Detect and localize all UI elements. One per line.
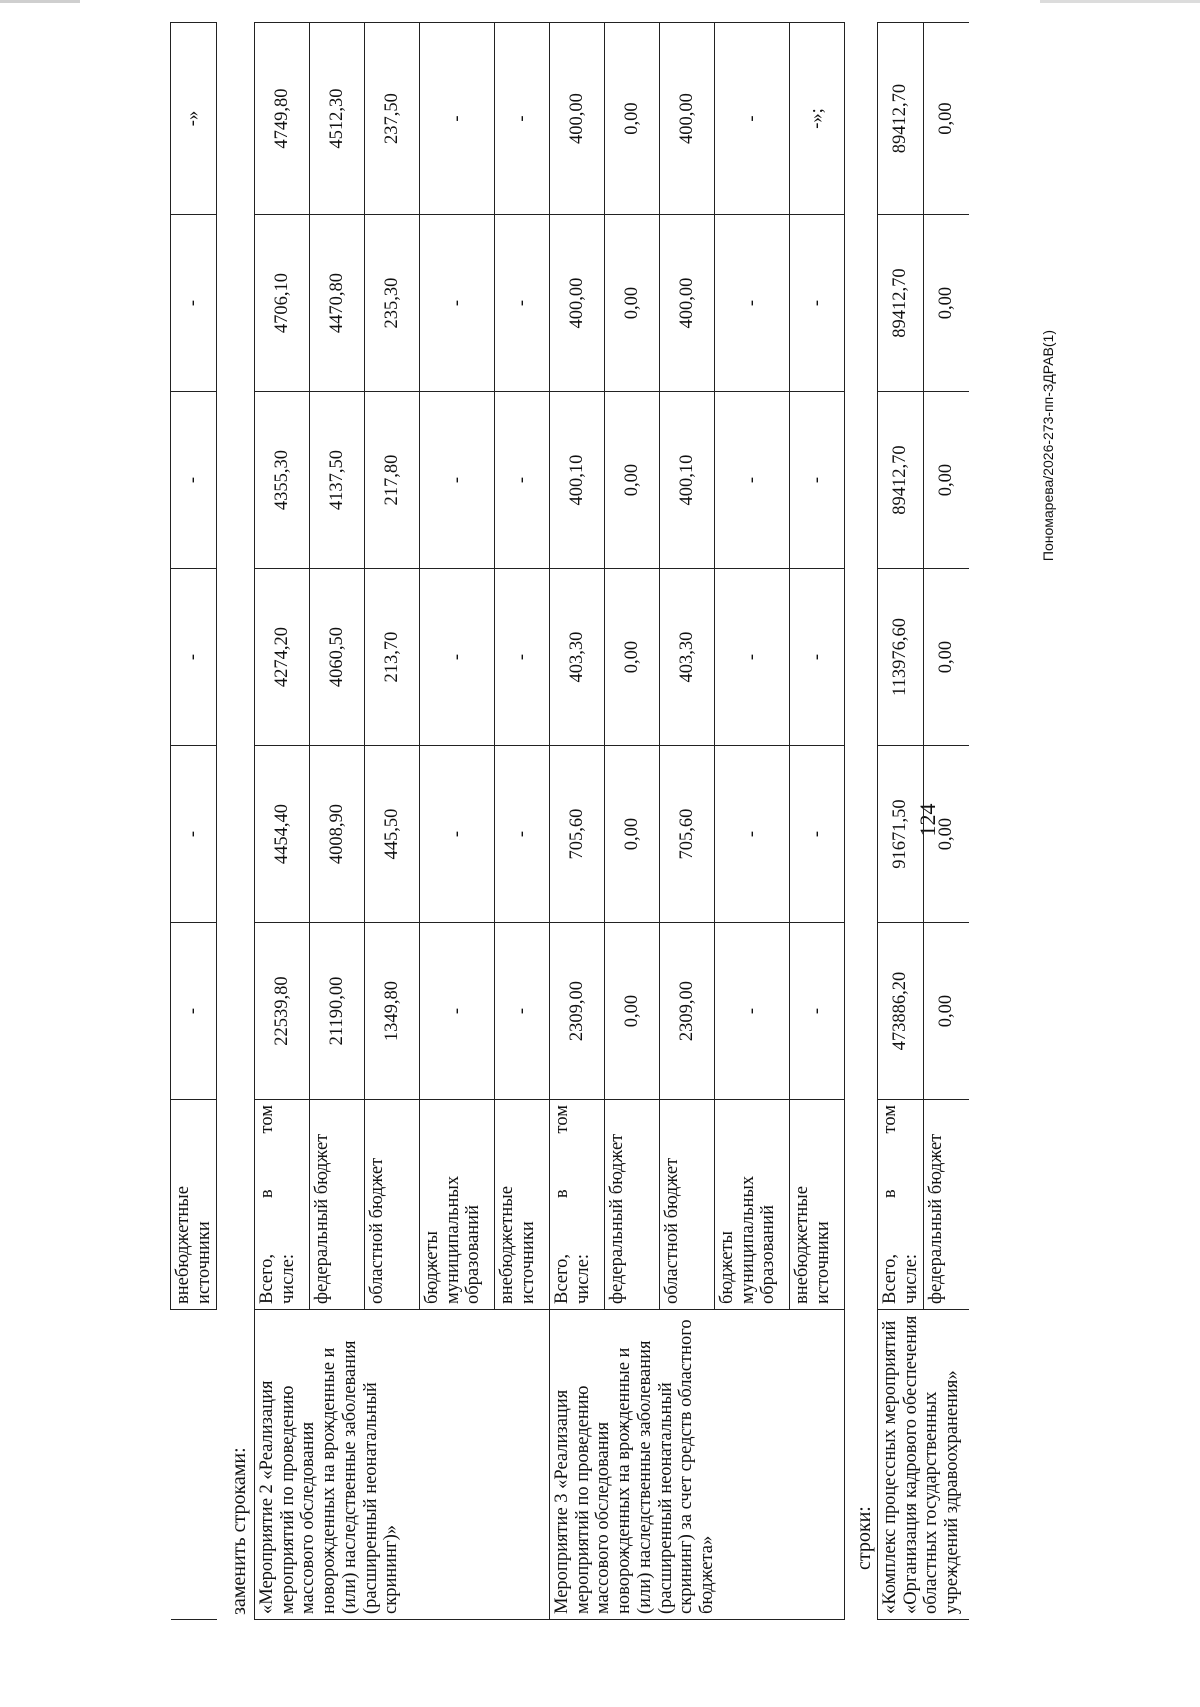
value-cell: 400,00 — [660, 23, 715, 215]
source-cell: бюджеты муниципальных образований — [420, 1100, 495, 1310]
table-row — [171, 23, 217, 1620]
value-cell: 0,00 — [605, 746, 660, 923]
continuation-table — [170, 22, 217, 1620]
value-cell: 0,00 — [605, 23, 660, 215]
rows-label: строки: — [853, 1506, 875, 1570]
value-cell: 0,00 — [605, 215, 660, 392]
value-cell: 0,00 — [605, 923, 660, 1100]
value-cell: 4355,30 — [255, 392, 310, 569]
value-cell: - — [495, 215, 550, 392]
value-cell: 4008,90 — [310, 746, 365, 923]
value-cell: - — [715, 923, 790, 1100]
value-cell: - — [715, 746, 790, 923]
value-cell: - — [790, 746, 845, 923]
page-number: 124 — [915, 803, 940, 837]
value-cell: 4060,50 — [310, 569, 365, 746]
value-cell: 89412,70 — [878, 215, 924, 392]
value-cell: - — [420, 392, 495, 569]
value-cell: 705,60 — [660, 746, 715, 923]
value-cell: 403,30 — [660, 569, 715, 746]
value-cell: 2309,00 — [550, 923, 605, 1100]
value-cell: 235,30 — [365, 215, 420, 392]
value-cell: 0,00 — [924, 215, 969, 392]
source-cell: бюджеты муниципальных образований — [715, 1100, 790, 1310]
document-footer: Пономарева/2026-273-пп-ЗДРАВ(1) — [1040, 330, 1056, 562]
source-cell: Всего, в том числе: — [878, 1100, 924, 1310]
source-cell: внебюджетные источники — [790, 1100, 845, 1310]
value-cell: 0,00 — [924, 392, 969, 569]
value-cell: - — [790, 923, 845, 1100]
value-cell: - — [790, 215, 845, 392]
value-cell: 89412,70 — [878, 23, 924, 215]
table-row — [878, 23, 924, 1620]
value-cell: 237,50 — [365, 23, 420, 215]
value-cell: - — [420, 569, 495, 746]
value-cell: 400,00 — [550, 215, 605, 392]
value-cell: 4470,80 — [310, 215, 365, 392]
value-cell: 473886,20 — [878, 923, 924, 1100]
value-cell: 0,00 — [924, 746, 969, 923]
value-cell: 1349,80 — [365, 923, 420, 1100]
source-cell: Всего, в том числе: — [255, 1100, 310, 1310]
value-cell: 91671,50 — [878, 746, 924, 923]
source-cell: областной бюджет — [365, 1100, 420, 1310]
source-cell: федеральный бюджет — [605, 1100, 660, 1310]
value-cell: 445,50 — [365, 746, 420, 923]
scan-edge — [0, 0, 80, 3]
complex-table — [877, 22, 969, 1620]
table-row — [255, 23, 310, 1620]
value-cell: 0,00 — [924, 23, 969, 215]
value-cell: 705,60 — [550, 746, 605, 923]
value-cell: - — [495, 923, 550, 1100]
value-cell: - — [495, 746, 550, 923]
value-cell: - — [171, 215, 217, 392]
value-cell: 4512,30 — [310, 23, 365, 215]
value-cell: 0,00 — [605, 569, 660, 746]
table-row — [550, 23, 605, 1620]
source-cell: областной бюджет — [660, 1100, 715, 1310]
value-cell: 2309,00 — [660, 923, 715, 1100]
source-cell: внебюджетные источники — [495, 1100, 550, 1310]
value-cell: 21190,00 — [310, 923, 365, 1100]
source-cell: федеральный бюджет — [310, 1100, 365, 1310]
measure-name-cell: «Мероприятие 2 «Реализация мероприятий по проведению массового обследования новорожденных на врожденные и (или) наследственные заболевания (расширенный неонатальный скрининг)» — [255, 1310, 550, 1620]
value-cell: - — [790, 392, 845, 569]
value-cell: 4706,10 — [255, 215, 310, 392]
value-cell: 400,10 — [550, 392, 605, 569]
value-cell: - — [715, 23, 790, 215]
value-cell: 400,00 — [660, 215, 715, 392]
replace-label: заменить строками: — [228, 1447, 250, 1615]
value-cell: -»; — [790, 23, 845, 215]
measure-name-cell: Мероприятие 3 «Реализация мероприятий по проведению массового обследования новорожденных на врожденные и (или) наследственные заболевания (расширенный неонатальный скрининг) за счет средств областного бюджета» — [550, 1310, 845, 1620]
value-cell: 4274,20 — [255, 569, 310, 746]
value-cell: 4137,50 — [310, 392, 365, 569]
value-cell: 400,10 — [660, 392, 715, 569]
measures-table — [254, 22, 845, 1620]
measure-name-cell: «Комплекс процессных мероприятий «Организация кадрового обеспечения областных государственных учреждений здравоохранения» — [878, 1310, 969, 1620]
value-cell: - — [495, 569, 550, 746]
value-cell: - — [171, 923, 217, 1100]
value-cell: - — [171, 392, 217, 569]
rotated-page — [170, 0, 1130, 1645]
value-cell: - — [715, 392, 790, 569]
value-cell: 213,70 — [365, 569, 420, 746]
source-cell: федеральный бюджет — [924, 1100, 969, 1310]
value-cell: 4749,80 — [255, 23, 310, 215]
value-cell: - — [420, 923, 495, 1100]
value-cell: -» — [171, 23, 217, 215]
value-cell: 0,00 — [605, 392, 660, 569]
value-cell: - — [420, 215, 495, 392]
value-cell: 400,00 — [550, 23, 605, 215]
source-cell: внебюджетные источники — [171, 1100, 217, 1310]
value-cell: - — [495, 392, 550, 569]
value-cell: - — [420, 23, 495, 215]
value-cell: 113976,60 — [878, 569, 924, 746]
value-cell: 217,80 — [365, 392, 420, 569]
value-cell: - — [495, 23, 550, 215]
blank-cell — [171, 1490, 217, 1620]
value-cell: 0,00 — [924, 569, 969, 746]
value-cell: 22539,80 — [255, 923, 310, 1100]
value-cell: - — [715, 569, 790, 746]
value-cell: 0,00 — [924, 923, 969, 1100]
value-cell: - — [420, 746, 495, 923]
value-cell: 403,30 — [550, 569, 605, 746]
value-cell: 89412,70 — [878, 392, 924, 569]
value-cell: - — [790, 569, 845, 746]
value-cell: 4454,40 — [255, 746, 310, 923]
value-cell: - — [715, 215, 790, 392]
value-cell: - — [171, 569, 217, 746]
source-cell: Всего, в том числе: — [550, 1100, 605, 1310]
value-cell: - — [171, 746, 217, 923]
